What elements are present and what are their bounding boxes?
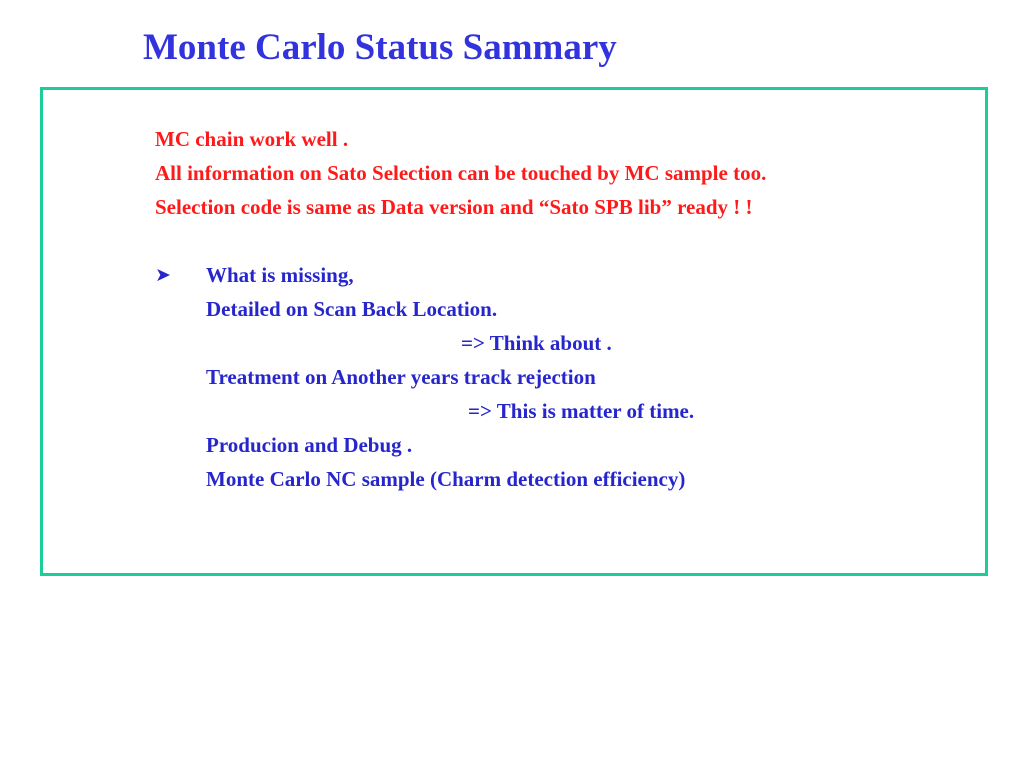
missing-item-5: Producion and Debug . — [206, 433, 413, 457]
missing-item-3: Treatment on Another years track rejection — [206, 365, 596, 389]
slide-title: Monte Carlo Status Sammary — [143, 27, 617, 68]
arrow-bullet-icon: ➤ — [155, 265, 171, 286]
missing-item-4: => This is matter of time. — [468, 399, 695, 423]
status-line-3: Selection code is same as Data version and “Sato SPB lib” ready ! ! — [155, 195, 753, 219]
missing-item-6: Monte Carlo NC sample (Charm detection efficiency) — [206, 467, 686, 491]
missing-item-1: Detailed on Scan Back Location. — [206, 297, 498, 321]
missing-item-2: => Think about . — [461, 331, 612, 355]
status-line-2: All information on Sato Selection can be touched by MC sample too. — [155, 161, 767, 185]
missing-heading: What is missing, — [206, 263, 354, 287]
status-line-1: MC chain work well . — [155, 127, 349, 151]
